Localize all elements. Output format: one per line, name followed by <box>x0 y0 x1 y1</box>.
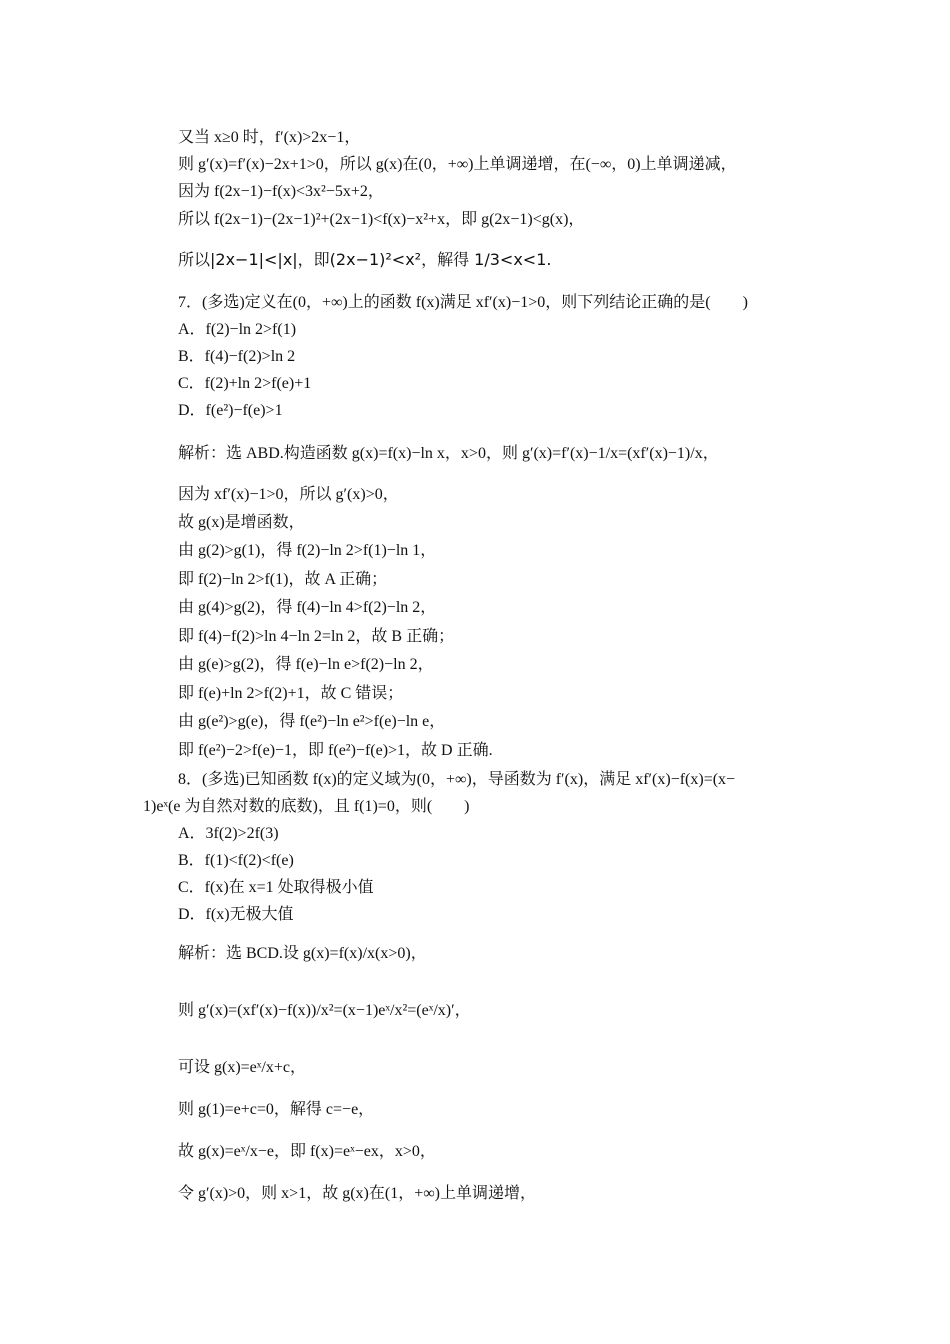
text-line: 即 f(e)+ln 2>f(2)+1，故 C 错误； <box>178 685 404 702</box>
text-line: 即 f(4)−f(2)>ln 4−ln 2=ln 2，故 B 正确； <box>178 628 455 645</box>
text-line: 因为 f(2x−1)−f(x)<3x²−5x+2， <box>178 183 384 200</box>
option-d: D．f(e²)−f(e)>1 <box>178 402 283 419</box>
text-line: 即 f(e²)−2>f(e)−1，即 f(e²)−f(e)>1，故 D 正确. <box>178 742 493 759</box>
text-line: 由 g(e²)>g(e)，得 f(e²)−ln e²>f(e)−ln e， <box>178 713 446 730</box>
text-line: 即 f(2)−ln 2>f(1)，故 A 正确； <box>178 571 388 588</box>
text-line: 令 g′(x)>0，则 x>1，故 g(x)在(1，+∞)上单调递增， <box>178 1185 536 1202</box>
text-line: 则 g(1)=e+c=0，解得 c=−e， <box>178 1101 375 1118</box>
text-line: 所以|2x−1|<|x|，即(2x−1)²<x²，解得 1/3<x<1. <box>178 250 552 269</box>
option-a: A．f(2)−ln 2>f(1) <box>178 321 297 338</box>
text-line: 所以 f(2x−1)−(2x−1)²+(2x−1)<f(x)−x²+x，即 g(2x−1)<g(x)， <box>178 211 585 228</box>
solution-8: 解析：选 BCD.设 g(x)=f(x)/x(x>0)， <box>178 945 427 962</box>
text-line: 又当 x≥0 时，f′(x)>2x−1， <box>178 129 361 146</box>
question-8-continued: 1)eˣ(e 为自然对数的底数)，且 f(1)=0，则( ) <box>143 798 470 815</box>
option-c: C．f(x)在 x=1 处取得极小值 <box>178 879 374 896</box>
option-a: A．3f(2)>2f(3) <box>178 825 279 842</box>
text-line: 则 g′(x)=f′(x)−2x+1>0，所以 g(x)在(0，+∞)上单调递增，在(−∞，0)上单调递减， <box>178 156 737 173</box>
option-b: B．f(1)<f(2)<f(e) <box>178 852 294 869</box>
text-line: 则 g′(x)=(xf′(x)−f(x))/x²=(x−1)eˣ/x²=(eˣ/x)′， <box>178 1002 471 1019</box>
option-c: C．f(2)+ln 2>f(e)+1 <box>178 375 312 392</box>
text-line: 由 g(4)>g(2)，得 f(4)−ln 4>f(2)−ln 2， <box>178 599 437 616</box>
option-d: D．f(x)无极大值 <box>178 906 294 923</box>
text-line: 由 g(e)>g(2)，得 f(e)−ln e>f(2)−ln 2， <box>178 656 434 673</box>
text-line: 因为 xf′(x)−1>0，所以 g′(x)>0， <box>178 486 399 503</box>
text-line: 故 g(x)=eˣ/x−e，即 f(x)=eˣ−ex，x>0， <box>178 1143 436 1160</box>
text-line: 故 g(x)是增函数， <box>178 514 305 531</box>
question-7: 7．(多选)定义在(0，+∞)上的函数 f(x)满足 xf′(x)−1>0，则下列结论正确的是( ) <box>178 294 748 311</box>
solution-7: 解析：选 ABD.构造函数 g(x)=f(x)−ln x，x>0，则 g′(x)=f′(x)−1/x=(xf′(x)−1)/x， <box>178 445 719 462</box>
text-line: 由 g(2)>g(1)，得 f(2)−ln 2>f(1)−ln 1， <box>178 542 437 559</box>
option-b: B．f(4)−f(2)>ln 2 <box>178 348 296 365</box>
text-line: 可设 g(x)=eˣ/x+c， <box>178 1059 306 1076</box>
question-8: 8．(多选)已知函数 f(x)的定义域为(0，+∞)，导函数为 f′(x)，满足 xf′(x)−f(x)=(x− <box>178 771 736 788</box>
